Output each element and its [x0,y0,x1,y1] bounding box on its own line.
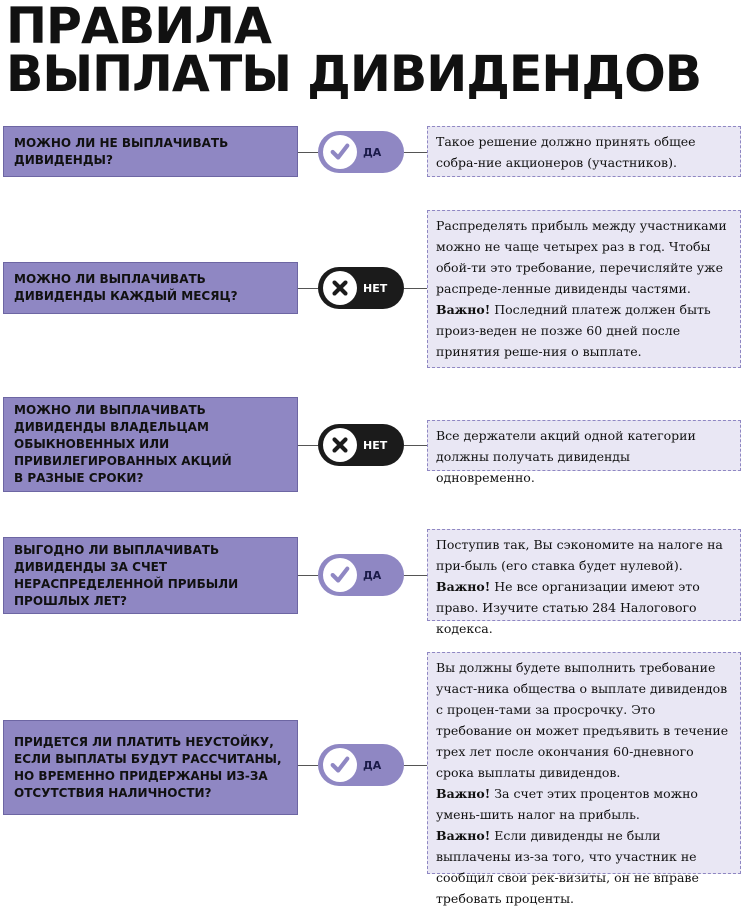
rule-row-5 [0,650,750,906]
question-box: ВЫГОДНО ЛИ ВЫПЛАЧИВАТЬ ДИВИДЕНДЫ ЗА СЧЕТ НЕРАСПРЕДЕЛЕННОЙ ПРИБЫЛИ ПРОШЛЫХ ЛЕТ? [3,537,298,614]
rule-row-3 [0,395,750,495]
connector-line [298,288,318,289]
connector-line [298,445,318,446]
answer-text: Распределять прибыль между участниками можно не чаще четырех раз в год. Чтобы обой-ти это требование, перечисляйте уже распреде-ленные дивиденды частями. [436,218,727,296]
important-note [436,299,732,362]
answer-box [427,210,741,368]
answer-box [427,529,741,636]
verdict-label: ДА [363,145,382,159]
important-text: Не все организации имеют это право. Изучите статью 284 Налогового кодекса. [436,579,700,636]
check-icon [323,558,357,592]
connector-line [404,288,427,289]
check-icon [323,135,357,169]
connector-line [298,152,318,153]
answer-text: Такое решение должно принять общее собра-ние акционеров (участников). [436,134,696,170]
verdict-badge-yes [318,554,404,596]
important-text: За счет этих процентов можно умень-шить налог на прибыль. [436,786,698,822]
answer-box [427,420,741,485]
important-note [436,825,732,909]
verdict-label: НЕТ [363,438,388,452]
connector-line [404,152,427,153]
verdict-label: ДА [363,568,382,582]
rule-row-1 [0,121,750,187]
verdict-badge-no [318,267,404,309]
verdict-badge-yes [318,131,404,173]
verdict-badge-yes [318,744,404,786]
rule-row-4 [0,525,750,636]
question-box: МОЖНО ЛИ ВЫПЛАЧИВАТЬ ДИВИДЕНДЫ ВЛАДЕЛЬЦАМ ОБЫКНОВЕННЫХ ИЛИ ПРИВИЛЕГИРОВАННЫХ АКЦИЙ В РАЗНЫЕ СРОКИ? [3,397,298,492]
answer-text: Вы должны будете выполнить требование участ-ника общества о выплате дивидендов с процен-тами за просрочку. Это требование он может предъявить в течение трех лет после окончания 60-дневного срока выплаты дивидендов. [436,660,729,780]
important-label: Важно! [436,302,491,317]
important-label: Важно! [436,786,491,801]
cross-icon [323,428,357,462]
answer-box [427,126,741,177]
title-line-2: ВЫПЛАТЫ ДИВИДЕНДОВ [6,45,702,103]
important-label: Важно! [436,579,491,594]
answer-box [427,652,741,906]
question-box: МОЖНО ЛИ ВЫПЛАЧИВАТЬ ДИВИДЕНДЫ КАЖДЫЙ МЕСЯЦ? [3,262,298,314]
answer-text: Все держатели акций одной категории должны получать дивиденды одновременно. [436,428,696,485]
connector-line [404,575,427,576]
important-note [436,783,732,825]
page-title [6,0,702,103]
important-note [436,576,732,639]
answer-text: Поступив так, Вы сэкономите на налоге на при-быль (его ставка будет нулевой). [436,537,723,573]
verdict-badge-no [318,424,404,466]
rule-row-2 [0,205,750,371]
question-box: МОЖНО ЛИ НЕ ВЫПЛАЧИВАТЬ ДИВИДЕНДЫ? [3,126,298,177]
important-text: Если дивиденды не были выплачены из-за того, что участник не сообщил свои рек-визиты, он не вправе требовать проценты. [436,828,699,906]
verdict-label: ДА [363,758,382,772]
connector-line [298,575,318,576]
cross-icon [323,271,357,305]
connector-line [404,765,427,766]
connector-line [404,445,427,446]
connector-line [298,765,318,766]
important-text: Последний платеж должен быть произ-веден не позже 60 дней после принятия реше-ния о выплате. [436,302,711,359]
important-label: Важно! [436,828,491,843]
question-box: ПРИДЕТСЯ ЛИ ПЛАТИТЬ НЕУСТОЙКУ, ЕСЛИ ВЫПЛАТЫ БУДУТ РАССЧИТАНЫ, НО ВРЕМЕННО ПРИДЕРЖАНЫ ИЗ-ЗА ОТСУТСТВИЯ НАЛИЧНОСТИ? [3,720,298,815]
check-icon [323,748,357,782]
verdict-label: НЕТ [363,281,388,295]
title-line-1: ПРАВИЛА [6,0,271,55]
